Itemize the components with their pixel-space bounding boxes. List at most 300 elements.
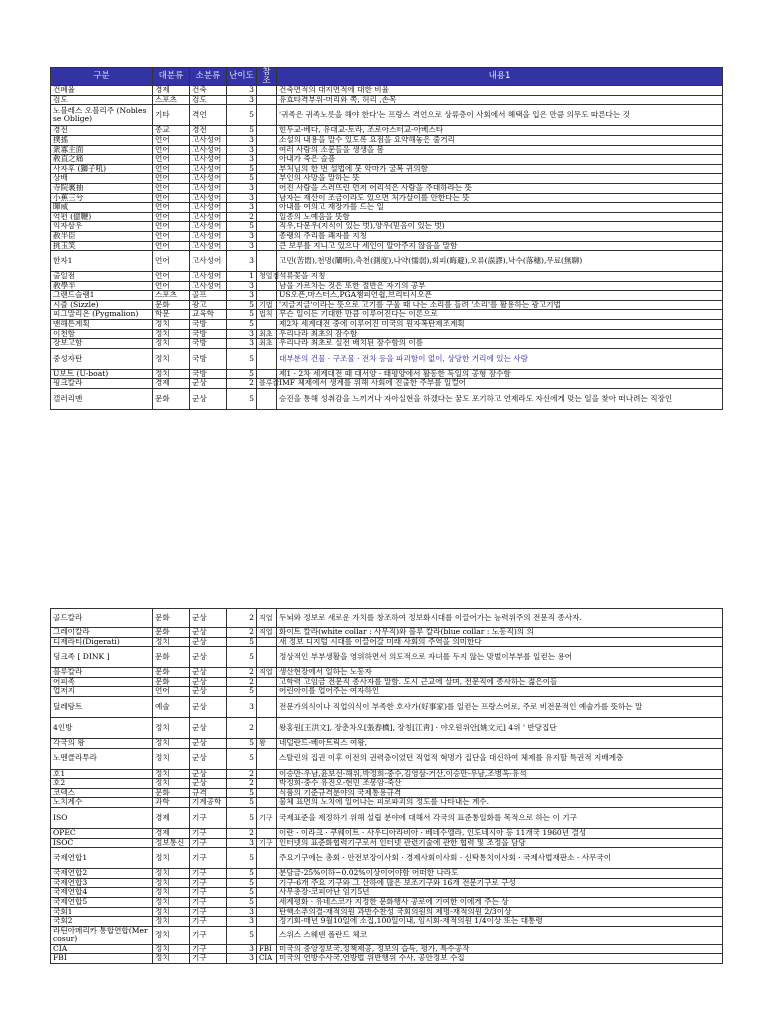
cell-category[interactable]: 경전 (51, 126, 153, 136)
cell-difficulty[interactable]: 2 (227, 717, 257, 738)
cell-minor[interactable]: 군상 (190, 748, 227, 769)
cell-category[interactable]: 딜레탕트 (51, 696, 153, 717)
cell-major[interactable]: 기타 (153, 105, 190, 126)
cell-major[interactable]: 언어 (153, 231, 190, 241)
cell-difficulty[interactable]: 3 (227, 145, 257, 155)
cell-difficulty[interactable]: 3 (227, 944, 257, 954)
cell-minor[interactable]: 군상 (190, 389, 227, 410)
cell-minor[interactable]: 기구 (190, 926, 227, 944)
cell-major[interactable]: 언어 (153, 222, 190, 232)
cell-difficulty[interactable]: 3 (227, 241, 257, 251)
cell-reference[interactable] (257, 677, 277, 687)
cell-content[interactable]: 종랭의 주리를 쾌자를 지칭 (277, 231, 723, 241)
cell-content[interactable]: 전문가의식이나 직업의식이 부족한 호사가(好事家)를 일컫는 프랑스어로, 주로 비전문적인 예술가를 뜻하는 말 (277, 696, 723, 717)
cell-major[interactable]: 예술 (153, 696, 190, 717)
cell-reference[interactable] (257, 281, 277, 291)
cell-difficulty[interactable]: 3 (227, 203, 257, 213)
cell-content[interactable]: 어진 사람을 스러뜨린 먼저 어리석은 사람을 주대하라는 뜻 (277, 183, 723, 193)
cell-category[interactable]: 노멘클라투라 (51, 748, 153, 769)
cell-difficulty[interactable]: 5 (227, 647, 257, 668)
cell-difficulty[interactable]: 5 (227, 798, 257, 808)
cell-content[interactable]: 물체 표면의 노치에 일어나는 피로파괴의 정도를 나타내는 계수. (277, 798, 723, 808)
cell-difficulty[interactable]: 5 (227, 126, 257, 136)
cell-major[interactable]: 정치 (153, 369, 190, 379)
cell-minor[interactable]: 기구 (190, 828, 227, 838)
cell-category[interactable]: 익자삼우 (51, 222, 153, 232)
cell-difficulty[interactable]: 5 (227, 869, 257, 879)
cell-content[interactable]: 유효타격부위-머리와 쪽, 허리 ,손목 (277, 95, 723, 105)
cell-reference[interactable] (257, 888, 277, 898)
cell-content[interactable]: 미국의 중앙정보국,정책제공, 정보의 습득, 평가, 특수공작 (277, 944, 723, 954)
cell-minor[interactable]: 국방 (190, 339, 227, 349)
header-minor[interactable]: 소분류 (190, 68, 227, 86)
cell-minor[interactable]: 고사성어 (190, 164, 227, 174)
cell-minor[interactable]: 군상 (190, 668, 227, 678)
cell-reference[interactable] (257, 828, 277, 838)
cell-content[interactable]: IMF 체제에서 생계를 위해 사회에 진출한 주부를 일컬어 (277, 379, 723, 389)
cell-minor[interactable]: 고사성어 (190, 212, 227, 222)
cell-difficulty[interactable]: 5 (227, 348, 257, 369)
cell-difficulty[interactable]: 5 (227, 687, 257, 697)
cell-content[interactable]: 일종의 노예음을 뜻함 (277, 212, 723, 222)
cell-reference[interactable]: 직업 (257, 628, 277, 638)
cell-content[interactable]: 정기회-매년 9월10일에 소집,100일이내, 임시회-재적의원 1/4이상 또는 대통령 (277, 917, 723, 927)
cell-content[interactable]: 왕홍원[王洪文], 장춘차오[張春橋], 장칭[江靑] · 야오원위안[姚文元] 4위 ' 반당집단 (277, 717, 723, 738)
cell-content[interactable]: 부인의 사망을 말하는 뜻 (277, 174, 723, 184)
cell-reference[interactable] (257, 869, 277, 879)
cell-major[interactable]: 문화 (153, 668, 190, 678)
cell-category[interactable]: 寺院裏抽 (51, 183, 153, 193)
cell-minor[interactable]: 군상 (190, 379, 227, 389)
cell-content[interactable]: 스위스 스웨덴 폴란드 체코 (277, 926, 723, 944)
cell-minor[interactable]: 기구 (190, 878, 227, 888)
cell-content[interactable]: 남자는 재산이 조금이라도 있으면 처가살이를 안한다는 뜻 (277, 193, 723, 203)
header-difficulty[interactable]: 난이도 (227, 68, 257, 86)
cell-major[interactable]: 문화 (153, 609, 190, 628)
cell-content[interactable]: 인터넷의 표준화협력기구로서 인터넷 관련기술에 관한 협력 및 조정을 담당 (277, 838, 723, 848)
cell-minor[interactable]: 고사성어 (190, 272, 227, 282)
cell-difficulty[interactable]: 3 (227, 696, 257, 717)
cell-reference[interactable] (257, 291, 277, 301)
cell-minor[interactable]: 고사성어 (190, 251, 227, 272)
cell-reference[interactable] (257, 241, 277, 251)
cell-category[interactable]: CIA (51, 944, 153, 954)
cell-difficulty[interactable]: 3 (227, 155, 257, 165)
cell-minor[interactable]: 고사성어 (190, 145, 227, 155)
cell-content[interactable]: 새 정보 디지털 시대를 이끌어갈 미래 사회의 주역을 의미한다 (277, 637, 723, 647)
cell-minor[interactable]: 기구 (190, 954, 227, 964)
cell-category[interactable]: ISOC (51, 838, 153, 848)
cell-major[interactable]: 정치 (153, 944, 190, 954)
cell-minor[interactable]: 고사성어 (190, 222, 227, 232)
cell-content[interactable]: 정상적인 부부생활을 영위하면서 의도적으로 자녀를 두지 않는 맞벌이부부를 일컫는 용어 (277, 647, 723, 668)
cell-major[interactable]: 문화 (153, 389, 190, 410)
cell-category[interactable]: 호1 (51, 769, 153, 779)
cell-minor[interactable]: 국방 (190, 320, 227, 330)
cell-content[interactable]: 석류꽃을 지칭 (277, 272, 723, 282)
cell-reference[interactable]: 최초 (257, 329, 277, 339)
cell-reference[interactable]: 청일점 (257, 272, 277, 282)
cell-category[interactable]: OPEC (51, 828, 153, 838)
cell-difficulty[interactable]: 5 (227, 164, 257, 174)
cell-minor[interactable]: 기구 (190, 869, 227, 879)
cell-content[interactable]: 건축면적의 대지면적에 대한 비율 (277, 86, 723, 96)
cell-content[interactable]: 네덜란드-베아트릭스 여왕, (277, 738, 723, 748)
cell-reference[interactable] (257, 788, 277, 798)
cell-major[interactable]: 학문 (153, 310, 190, 320)
cell-minor[interactable]: 고사성어 (190, 183, 227, 193)
cell-reference[interactable] (257, 878, 277, 888)
cell-major[interactable]: 정보통신 (153, 838, 190, 848)
cell-content[interactable]: 박정희-중수 유진오-현민 조봉암-죽산 (277, 779, 723, 789)
cell-minor[interactable]: 고사성어 (190, 231, 227, 241)
cell-major[interactable]: 언어 (153, 203, 190, 213)
cell-category[interactable]: ISO (51, 807, 153, 828)
header-major[interactable]: 대분류 (153, 68, 190, 86)
cell-difficulty[interactable]: 5 (227, 174, 257, 184)
cell-reference[interactable]: 최초 (257, 339, 277, 349)
cell-reference[interactable] (257, 848, 277, 869)
cell-major[interactable]: 정치 (153, 348, 190, 369)
cell-major[interactable]: 스포츠 (153, 95, 190, 105)
cell-category[interactable]: 골드칼라 (51, 609, 153, 628)
cell-category[interactable]: 사자후 (獅子吼) (51, 164, 153, 174)
cell-reference[interactable]: 직업 (257, 609, 277, 628)
cell-category[interactable]: 상배 (51, 174, 153, 184)
cell-content[interactable]: 화이트 칼라(white collar : 사무직)와 블루 칼라(blue collar : 노동직)의 의 (277, 628, 723, 638)
cell-difficulty[interactable]: 3 (227, 339, 257, 349)
cell-content[interactable]: 제2차 세계대전 중에 이루어진 미국의 원자폭탄제조계획 (277, 320, 723, 330)
cell-major[interactable]: 정치 (153, 339, 190, 349)
cell-content[interactable]: US오픈,마스터스,PGA챔피언쉽,브리티시오픈 (277, 291, 723, 301)
cell-content[interactable]: 분담금-25%이하~0.02%이상이어야함 어떠한 나라도 (277, 869, 723, 879)
cell-content[interactable]: 제1 · 2차 세계대전 때 대서양 · 태평양에서 활동한 독일의 공형 잠수함 (277, 369, 723, 379)
cell-reference[interactable] (257, 748, 277, 769)
cell-minor[interactable]: 고사성어 (190, 155, 227, 165)
cell-minor[interactable]: 고사성어 (190, 193, 227, 203)
cell-reference[interactable] (257, 231, 277, 241)
cell-minor[interactable]: 국방 (190, 348, 227, 369)
cell-category[interactable]: 衆寡主面 (51, 145, 153, 155)
cell-minor[interactable]: 기계공학 (190, 798, 227, 808)
cell-major[interactable]: 정치 (153, 888, 190, 898)
cell-category[interactable]: 국제연합3 (51, 878, 153, 888)
cell-major[interactable]: 문화 (153, 677, 190, 687)
cell-major[interactable]: 정치 (153, 637, 190, 647)
cell-minor[interactable]: 교육학 (190, 310, 227, 320)
cell-minor[interactable]: 군상 (190, 628, 227, 638)
cell-minor[interactable]: 고사성어 (190, 281, 227, 291)
cell-reference[interactable]: 직업 (257, 668, 277, 678)
cell-category[interactable]: 라틴아메리카 통합연합(Mercosur) (51, 926, 153, 944)
cell-major[interactable]: 경제 (153, 379, 190, 389)
cell-reference[interactable]: 법칙 (257, 310, 277, 320)
cell-content[interactable]: 기구-6개 주요 기구와 그 산하에 많은 보조기구와 16개 전문기구로 구성 (277, 878, 723, 888)
cell-minor[interactable]: 군상 (190, 677, 227, 687)
cell-major[interactable]: 정치 (153, 897, 190, 907)
cell-major[interactable]: 언어 (153, 174, 190, 184)
cell-content[interactable]: 국제표준을 제정하기 위해 설립 분야에 대해서 각국의 표준통일화를 목적으로 하는 이 기구 (277, 807, 723, 828)
cell-category[interactable]: 국제연합5 (51, 897, 153, 907)
cell-content[interactable]: 힌두교-베다, 유대교-토라, 조로아스터교-아베스타 (277, 126, 723, 136)
cell-category[interactable]: 挑玉笑 (51, 241, 153, 251)
cell-content[interactable]: 여러 사람의 소문들을 생생을 봄 (277, 145, 723, 155)
cell-reference[interactable] (257, 348, 277, 369)
cell-reference[interactable] (257, 155, 277, 165)
cell-difficulty[interactable]: 2 (227, 212, 257, 222)
cell-minor[interactable]: 군상 (190, 738, 227, 748)
cell-category[interactable]: 한자1 (51, 251, 153, 272)
cell-category[interactable]: 국회1 (51, 907, 153, 917)
cell-reference[interactable] (257, 251, 277, 272)
cell-major[interactable]: 정치 (153, 878, 190, 888)
cell-major[interactable]: 정치 (153, 907, 190, 917)
cell-reference[interactable] (257, 320, 277, 330)
cell-content[interactable]: 남을 가르치는 것은 또한 절반은 자기의 공부 (277, 281, 723, 291)
cell-minor[interactable]: 건축 (190, 86, 227, 96)
cell-category[interactable]: 노치계수 (51, 798, 153, 808)
cell-reference[interactable] (257, 145, 277, 155)
cell-difficulty[interactable]: 5 (227, 369, 257, 379)
cell-content[interactable]: 사무총장-코피아난 임기5년 (277, 888, 723, 898)
cell-major[interactable]: 언어 (153, 183, 190, 193)
cell-difficulty[interactable]: 5 (227, 389, 257, 410)
cell-content[interactable]: 두뇌와 정보로 새로운 가치를 창조하여 정보화시대를 이끌어가는 능력위주의 전문직 종사자. (277, 609, 723, 628)
cell-content[interactable]: 주요기구에는 총회 · 안전보장이사회 · 경제사회이사회 · 신탁통치이사회 · 국제사법재판소 · 사무국이 (277, 848, 723, 869)
cell-difficulty[interactable]: 3 (227, 281, 257, 291)
cell-reference[interactable] (257, 798, 277, 808)
cell-category[interactable]: 暉威 (51, 203, 153, 213)
cell-difficulty[interactable]: 2 (227, 609, 257, 628)
cell-reference[interactable] (257, 647, 277, 668)
cell-minor[interactable]: 군상 (190, 647, 227, 668)
cell-content[interactable]: 이승만-우남,윤보선-해위,박정희-중수,김영삼-거산,이승만-우남,조병옥-유석 (277, 769, 723, 779)
cell-reference[interactable] (257, 926, 277, 944)
cell-minor[interactable]: 격언 (190, 105, 227, 126)
cell-minor[interactable]: 기구 (190, 917, 227, 927)
cell-category[interactable]: 각국의 왕 (51, 738, 153, 748)
cell-content[interactable]: 승진을 통해 성취감을 느끼거나 자아실현을 하겠다는 꿈도 포기하고 언제라도 자신에게 맞는 일을 찾아 떠나려는 직장인 (277, 389, 723, 410)
cell-content[interactable]: 고민(苦悶),천명(闡明),측천(測度),나약(懦弱),회피(晦避),오류(誤謬),낙수(落穗),무료(無聊) (277, 251, 723, 272)
cell-reference[interactable] (257, 637, 277, 647)
cell-major[interactable]: 과학 (153, 798, 190, 808)
cell-difficulty[interactable]: 2 (227, 779, 257, 789)
cell-content[interactable]: 대부분의 건물 · 구조물 · 전차 등을 파괴함이 없이, 상당한 거리에 있는 사람 (277, 348, 723, 369)
cell-category[interactable]: 중성자탄 (51, 348, 153, 369)
cell-major[interactable]: 문화 (153, 628, 190, 638)
cell-minor[interactable]: 규격 (190, 788, 227, 798)
cell-difficulty[interactable]: 3 (227, 329, 257, 339)
cell-content[interactable]: 고학력 고임금 전문직 종사자를 말함. 도시 근교에 살며, 전문직에 종사하는 젊은이들 (277, 677, 723, 687)
cell-difficulty[interactable]: 3 (227, 86, 257, 96)
cell-reference[interactable] (257, 897, 277, 907)
cell-reference[interactable]: 왕 (257, 738, 277, 748)
cell-difficulty[interactable]: 5 (227, 848, 257, 869)
cell-reference[interactable] (257, 687, 277, 697)
cell-difficulty[interactable]: 5 (227, 897, 257, 907)
cell-reference[interactable] (257, 222, 277, 232)
cell-category[interactable]: 敎學半 (51, 281, 153, 291)
cell-category[interactable]: 국제연합1 (51, 848, 153, 869)
cell-reference[interactable] (257, 907, 277, 917)
cell-minor[interactable]: 군상 (190, 637, 227, 647)
cell-category[interactable]: 호2 (51, 779, 153, 789)
cell-reference[interactable] (257, 696, 277, 717)
cell-category[interactable]: 국제연합2 (51, 869, 153, 879)
cell-major[interactable]: 경제 (153, 86, 190, 96)
cell-category[interactable]: 小蕉三兮 (51, 193, 153, 203)
cell-category[interactable]: 건폐율 (51, 86, 153, 96)
cell-minor[interactable]: 군상 (190, 779, 227, 789)
cell-difficulty[interactable]: 2 (227, 668, 257, 678)
cell-difficulty[interactable]: 2 (227, 769, 257, 779)
cell-reference[interactable] (257, 105, 277, 126)
cell-category[interactable]: 그레이칼라 (51, 628, 153, 638)
cell-category[interactable]: 赦半臣 (51, 231, 153, 241)
cell-difficulty[interactable]: 5 (227, 222, 257, 232)
cell-minor[interactable]: 기구 (190, 838, 227, 848)
cell-category[interactable]: 검도 (51, 95, 153, 105)
cell-minor[interactable]: 군상 (190, 696, 227, 717)
cell-reference[interactable]: 기구 (257, 838, 277, 848)
cell-difficulty[interactable]: 5 (227, 748, 257, 769)
cell-reference[interactable] (257, 779, 277, 789)
cell-minor[interactable]: 군상 (190, 717, 227, 738)
cell-major[interactable]: 정치 (153, 917, 190, 927)
cell-major[interactable]: 정치 (153, 926, 190, 944)
cell-major[interactable]: 언어 (153, 241, 190, 251)
cell-minor[interactable]: 고사성어 (190, 241, 227, 251)
cell-difficulty[interactable]: 2 (227, 828, 257, 838)
cell-difficulty[interactable]: 5 (227, 807, 257, 828)
cell-major[interactable]: 정치 (153, 329, 190, 339)
cell-major[interactable]: 언어 (153, 272, 190, 282)
cell-category[interactable]: 억편 (億鞭) (51, 212, 153, 222)
cell-major[interactable]: 문화 (153, 300, 190, 310)
cell-major[interactable]: 경제 (153, 807, 190, 828)
cell-category[interactable]: 국회2 (51, 917, 153, 927)
cell-category[interactable]: 4인방 (51, 717, 153, 738)
cell-content[interactable]: 부처님의 한 번 설법에 뭇 악마가 굴복 귀의함 (277, 164, 723, 174)
cell-category[interactable]: 맨해튼계획 (51, 320, 153, 330)
cell-difficulty[interactable]: 5 (227, 637, 257, 647)
cell-category[interactable]: 출일점 (51, 272, 153, 282)
cell-category[interactable]: U보트 (U-boat) (51, 369, 153, 379)
cell-difficulty[interactable]: 3 (227, 135, 257, 145)
cell-category[interactable]: 딩크족 [ DINK ] (51, 647, 153, 668)
cell-major[interactable]: 정치 (153, 717, 190, 738)
cell-difficulty[interactable]: 3 (227, 917, 257, 927)
cell-major[interactable]: 정치 (153, 738, 190, 748)
cell-reference[interactable]: CIA (257, 954, 277, 964)
cell-difficulty[interactable]: 5 (227, 788, 257, 798)
cell-content[interactable]: 소설의 내용을 말수 있도록 요점을 요약해놓은 줄거리 (277, 135, 723, 145)
cell-major[interactable]: 정치 (153, 869, 190, 879)
cell-content[interactable]: 우리나라 최초로 실전 배치된 잠수함의 이름 (277, 339, 723, 349)
cell-major[interactable]: 언어 (153, 155, 190, 165)
cell-minor[interactable]: 군상 (190, 687, 227, 697)
cell-category[interactable]: 撲搖 (51, 135, 153, 145)
cell-difficulty[interactable]: 5 (227, 926, 257, 944)
cell-difficulty[interactable]: 3 (227, 193, 257, 203)
cell-major[interactable]: 스포츠 (153, 291, 190, 301)
cell-difficulty[interactable]: 2 (227, 677, 257, 687)
cell-category[interactable]: 敎直之痛 (51, 155, 153, 165)
cell-category[interactable]: 디제라티(Digerati) (51, 637, 153, 647)
cell-major[interactable]: 정치 (153, 748, 190, 769)
cell-major[interactable]: 언어 (153, 212, 190, 222)
cell-content[interactable]: 어린아이를 업어주는 여자하인 (277, 687, 723, 697)
cell-major[interactable]: 정치 (153, 779, 190, 789)
header-category[interactable]: 구분 (51, 68, 153, 86)
cell-category[interactable]: 블루칼라 (51, 668, 153, 678)
cell-minor[interactable]: 검도 (190, 95, 227, 105)
cell-difficulty[interactable]: 3 (227, 95, 257, 105)
cell-content[interactable]: 식품의 기준규격분야의 국제통용규격 (277, 788, 723, 798)
cell-difficulty[interactable]: 3 (227, 183, 257, 193)
cell-content[interactable]: '지글지글'이라는 뜻으로 고기를 구울 때 나는 소리를 들려 '소리'를 활용하는 광고기법 (277, 300, 723, 310)
cell-reference[interactable] (257, 917, 277, 927)
cell-content[interactable]: 우리나라 최초의 잠수함 (277, 329, 723, 339)
cell-difficulty[interactable]: 3 (227, 291, 257, 301)
cell-reference[interactable] (257, 369, 277, 379)
cell-category[interactable]: 이천함 (51, 329, 153, 339)
cell-category[interactable]: 노블레스 오블리주 (Noblesse Oblige) (51, 105, 153, 126)
cell-content[interactable]: 이란 · 이라크 · 쿠웨이트 · 사우디아라비아 · 베네수엘라, 인도네시아 등 11개국 1960년 결성 (277, 828, 723, 838)
cell-minor[interactable]: 국방 (190, 369, 227, 379)
cell-reference[interactable] (257, 203, 277, 213)
cell-major[interactable]: 정치 (153, 320, 190, 330)
cell-difficulty[interactable]: 2 (227, 379, 257, 389)
cell-minor[interactable]: 군상 (190, 769, 227, 779)
cell-difficulty[interactable]: 5 (227, 738, 257, 748)
cell-reference[interactable]: 기법 (257, 300, 277, 310)
cell-content[interactable]: 아내를 여의고 재장가를 드는 일 (277, 203, 723, 213)
cell-difficulty[interactable]: 5 (227, 105, 257, 126)
cell-difficulty[interactable]: 3 (227, 838, 257, 848)
cell-reference[interactable] (257, 717, 277, 738)
cell-content[interactable]: 큰 보루를 지니고 있으나 세인이 알아주지 않음을 말함 (277, 241, 723, 251)
cell-minor[interactable]: 국방 (190, 329, 227, 339)
cell-minor[interactable]: 광고 (190, 300, 227, 310)
cell-content[interactable]: 무슨 일이든 기대한 만큼 이루어진다는 이론으로 (277, 310, 723, 320)
cell-major[interactable]: 언어 (153, 251, 190, 272)
cell-major[interactable]: 문화 (153, 788, 190, 798)
cell-category[interactable]: 업저지 (51, 687, 153, 697)
cell-difficulty[interactable]: 3 (227, 251, 257, 272)
cell-minor[interactable]: 기구 (190, 888, 227, 898)
cell-minor[interactable]: 골프 (190, 291, 227, 301)
cell-major[interactable]: 정치 (153, 954, 190, 964)
cell-category[interactable]: 갤러리맨 (51, 389, 153, 410)
cell-reference[interactable]: 기구 (257, 807, 277, 828)
cell-minor[interactable]: 기구 (190, 848, 227, 869)
cell-category[interactable]: 장보고함 (51, 339, 153, 349)
cell-reference[interactable] (257, 183, 277, 193)
cell-content[interactable]: '귀족은 귀족노릇을 해야 한다'는 프랑스 격언으로 상류층이 사회에서 혜택을 입은 만큼 의무도 따른다는 것 (277, 105, 723, 126)
cell-difficulty[interactable]: 3 (227, 907, 257, 917)
cell-reference[interactable] (257, 95, 277, 105)
cell-minor[interactable]: 기구 (190, 897, 227, 907)
cell-major[interactable]: 언어 (153, 281, 190, 291)
cell-content[interactable]: 아내가 죽은 슬픔 (277, 155, 723, 165)
cell-difficulty[interactable]: 5 (227, 310, 257, 320)
cell-minor[interactable]: 고사성어 (190, 174, 227, 184)
cell-major[interactable]: 언어 (153, 193, 190, 203)
cell-difficulty[interactable]: 3 (227, 954, 257, 964)
cell-difficulty[interactable]: 5 (227, 300, 257, 310)
cell-reference[interactable] (257, 135, 277, 145)
